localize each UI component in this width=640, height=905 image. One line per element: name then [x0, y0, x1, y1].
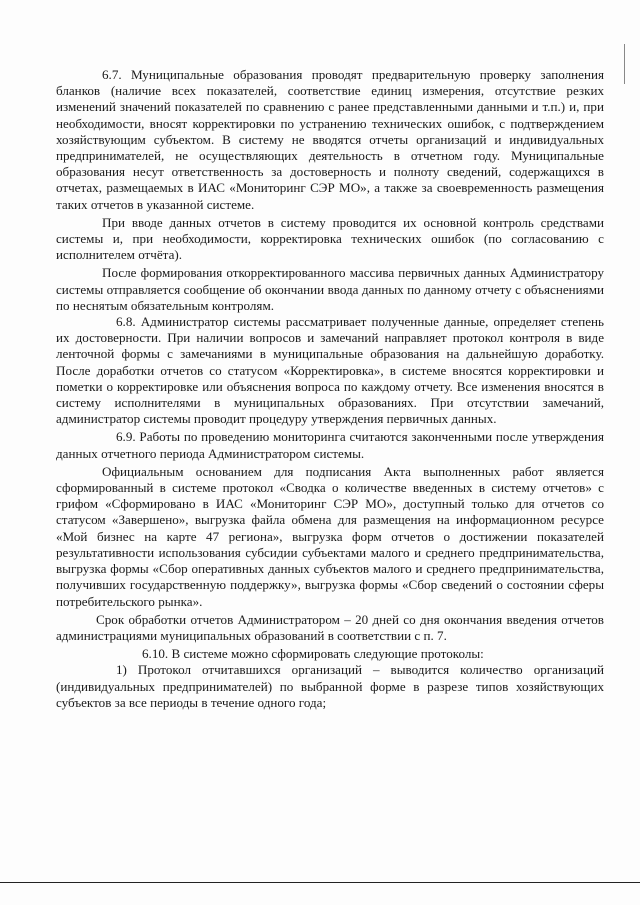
paragraph-after-correction: После формирования откорректированного массива первичных данных Администратору системы отправляется сообщение об окончании ввода данных по данному отчету с объяснениями по неснятым обязательным контролям. — [56, 265, 604, 313]
list-item-1: 1) Протокол отчитавшихся организаций – выводится количество организаций (индивидуальных предпринимателей) по выбранной форме в разрезе типов хозяйствующих субъектов за все периоды в течение одного года; — [56, 662, 604, 710]
scan-edge-mark — [624, 44, 625, 84]
paragraph-6-10: 6.10. В системе можно сформировать следующие протоколы: — [142, 646, 484, 662]
bottom-rule — [0, 882, 640, 883]
paragraph-6-8: 6.8. Администратор системы рассматривает полученные данные, определяет степень их достоверности. При наличии вопросов и замечаний направляет протокол контроля в виде ленточной формы с замечаниями в муниципальные образования на дальнейшую доработку. После доработки отчетов со статусом «Корректировка», в системе вносятся корректировки и пометки о корректировке или объяснения вопроса по каждому отчету. Все изменения вносятся в систему исполнителями в муниципальных образованиях. При отсутствии замечаний, администратор системы проводит процедуру утверждения первичных данных. — [56, 314, 604, 427]
paragraph-input-control: При вводе данных отчетов в систему проводится их основной контроль средствами системы и, при необходимости, корректировка технических ошибок (по согласованию с исполнителем отчёта). — [56, 214, 604, 263]
paragraph-6-9: 6.9. Работы по проведению мониторинга считаются законченными после утверждения данных отчетного периода Администратором системы. — [56, 429, 604, 461]
paragraph-official-basis: Официальным основанием для подписания Акта выполненных работ является сформированный в системе протокол «Сводка о количестве введенных в систему отчетов» с грифом «Сформировано в ИАС «Мониторинг СЭР МО», доступный только для отчетов со статусом «Завершено», выгрузка файла обмена для размещения на информационном ресурсе «Мой бизнес на карте 47 региона», выгрузка форм отчетов о достижении показателей результативности использования субсидии субъектами малого и среднего предпринимательства, выгрузка формы «Сбор оперативных данных субъектов малого и среднего предпринимательства, получивших государственную поддержку», выгрузка формы «Сбор сведений о состоянии сферы потребительского рынка». — [56, 463, 604, 609]
paragraph-processing-deadline: Срок обработки отчетов Администратором – 20 дней со дня окончания введения отчетов администрациями муниципальных образований в соответствии с п. 7. — [56, 611, 604, 643]
document-body — [56, 67, 604, 711]
paragraph-6-7: 6.7. Муниципальные образования проводят предварительную проверку заполнения бланков (наличие всех показателей, соответствие единиц измерения, отсутствие резких изменений значений показателей по сравнению с ранее представленными данными и т.п.) и, при необходимости, вносят корректировки по устранению технических ошибок, с подтверждением хозяйствующим субъектом. В систему не вводятся отчеты организаций и индивидуальных предпринимателей, не осуществляющих деятельность в отчетном году. Муниципальные образования несут ответственность за достоверность и полноту сведений, содержащихся в отчетах, размещаемых в ИАС «Мониторинг СЭР МО», а также за своевременность размещения таких отчетов в указанной системе. — [56, 67, 604, 212]
